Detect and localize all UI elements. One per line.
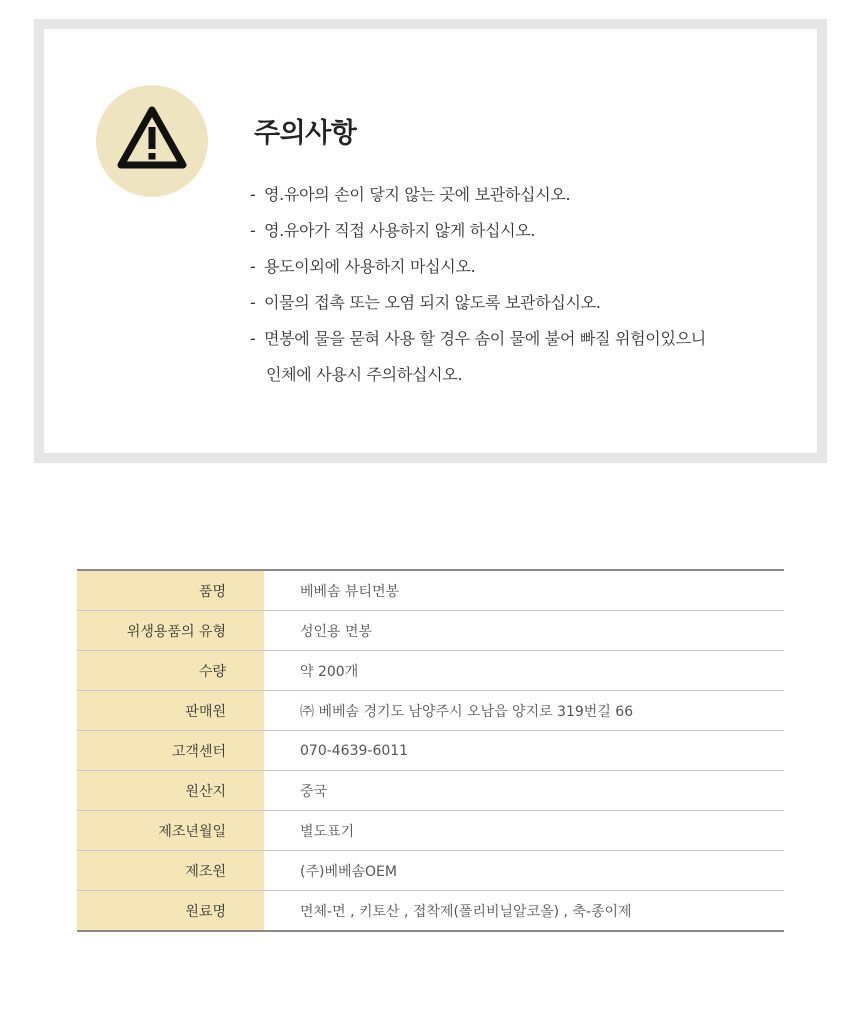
- caution-item: - 영.유아가 직접 사용하지 않게 하십시오.: [250, 221, 536, 240]
- row-value: 중국: [264, 771, 784, 811]
- row-label: 품명: [77, 570, 264, 611]
- row-label: 판매원: [77, 691, 264, 731]
- row-label: 제조원: [77, 851, 264, 891]
- row-label: 고객센터: [77, 731, 264, 771]
- row-value: 약 200개: [264, 651, 784, 691]
- table-row: [77, 570, 784, 611]
- row-value: 070-4639-6011: [264, 731, 784, 771]
- row-label: 원산지: [77, 771, 264, 811]
- caution-item: - 용도이외에 사용하지 마십시오.: [250, 257, 476, 276]
- caution-title: 주의사항: [254, 118, 357, 149]
- row-value: (주)베베솜OEM: [264, 851, 784, 891]
- table-row: [77, 691, 784, 731]
- caution-item: - 면봉에 물을 묻혀 사용 할 경우 솜이 물에 불어 빠질 위험이있으니 인체에 사용시 주의하십시오.: [250, 321, 706, 393]
- caution-item: - 영.유아의 손이 닿지 않는 곳에 보관하십시오.: [250, 185, 571, 204]
- row-value: 면체-면 , 키토산 , 접착제(폴리비닐알코올) , 축-종이제: [300, 903, 632, 920]
- table-row: [77, 891, 784, 932]
- table-row: [77, 651, 784, 691]
- table-row: [77, 851, 784, 891]
- row-value: ㈜ 베베솜 경기도 남양주시 오남읍 양지로 319번길 66: [264, 691, 784, 731]
- row-value: 성인용 면봉: [264, 611, 784, 651]
- caution-item-continuation: 인체에 사용시 주의하십시오.: [266, 365, 463, 384]
- caution-frame: [34, 19, 827, 463]
- caution-item: - 이물의 접촉 또는 오염 되지 않도록 보관하십시오.: [250, 293, 601, 312]
- row-label: 위생용품의 유형: [77, 611, 264, 651]
- row-value: 별도표기: [264, 811, 784, 851]
- caution-panel: [44, 29, 817, 453]
- row-label: 수량: [77, 651, 264, 691]
- caution-list: [250, 177, 706, 393]
- warning-badge: [96, 85, 208, 197]
- table-row: [77, 611, 784, 651]
- product-info-table: [77, 569, 784, 932]
- table-row: [77, 771, 784, 811]
- table-row: [77, 811, 784, 851]
- warning-triangle-icon: [117, 105, 187, 171]
- table-row: [77, 731, 784, 771]
- row-value: 베베솜 뷰티면봉: [264, 570, 784, 611]
- row-label: 원료명: [77, 891, 264, 932]
- row-label: 제조년월일: [77, 811, 264, 851]
